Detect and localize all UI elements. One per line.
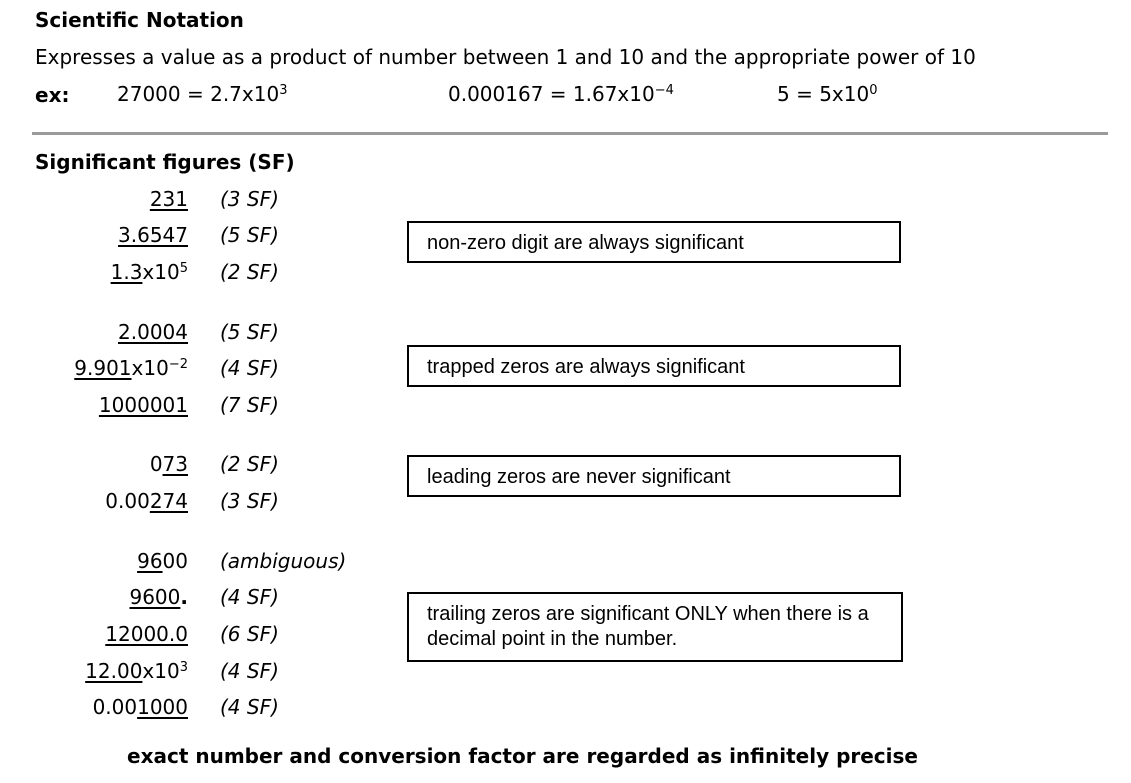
number-trailing: 00 bbox=[162, 549, 188, 573]
sigfig-count: (5 SF) bbox=[220, 320, 279, 344]
number-trailing: x10 bbox=[142, 260, 180, 284]
sigfig-number bbox=[18, 695, 188, 719]
sigfig-number bbox=[18, 659, 188, 683]
number-trailing: x10 bbox=[142, 659, 180, 683]
rule-box-nonzero: non-zero digit are always significant bbox=[407, 221, 901, 263]
example-1 bbox=[117, 82, 287, 106]
sigfig-number bbox=[18, 549, 188, 573]
example-label: ex: bbox=[35, 83, 70, 107]
sigfig-count: (2 SF) bbox=[220, 452, 279, 476]
notation-description: Expresses a value as a product of number between 1 and 10 and the appropriate power of 10 bbox=[35, 45, 976, 69]
number-significant: 231 bbox=[149, 187, 188, 211]
number-significant: 9600 bbox=[129, 585, 181, 609]
example-3 bbox=[777, 82, 878, 106]
number-significant: 96 bbox=[137, 549, 163, 573]
sigfig-count: (ambiguous) bbox=[220, 549, 347, 573]
number-exponent: 5 bbox=[179, 261, 188, 276]
rule-box-trailing-zeros: trailing zeros are significant ONLY when there is a decimal point in the number. bbox=[407, 592, 903, 662]
example-2-exp: −4 bbox=[654, 83, 674, 98]
example-2-base: 0.000167 = 1.67x10 bbox=[448, 82, 655, 106]
number-leading: 0.00 bbox=[105, 489, 150, 513]
number-exponent: 3 bbox=[179, 660, 188, 675]
sigfig-count: (4 SF) bbox=[220, 356, 279, 380]
sigfig-number bbox=[18, 320, 188, 344]
number-significant: 274 bbox=[149, 489, 188, 513]
section-divider bbox=[32, 132, 1108, 135]
sigfig-number bbox=[18, 260, 188, 284]
example-2 bbox=[448, 82, 674, 106]
number-trailing: . bbox=[180, 585, 188, 609]
notation-title: Scientific Notation bbox=[35, 8, 244, 32]
number-significant: 9.901 bbox=[74, 356, 132, 380]
sigfig-count: (4 SF) bbox=[220, 695, 279, 719]
number-significant: 12000.0 bbox=[105, 622, 188, 646]
number-significant: 1000001 bbox=[98, 393, 188, 417]
rule-box-trapped-zeros: trapped zeros are always significant bbox=[407, 345, 901, 387]
sigfig-number bbox=[18, 356, 188, 380]
sigfig-title: Significant figures (SF) bbox=[35, 150, 295, 174]
sigfig-count: (2 SF) bbox=[220, 260, 279, 284]
sigfig-number bbox=[18, 489, 188, 513]
number-significant: 1000 bbox=[137, 695, 188, 719]
sigfig-count: (6 SF) bbox=[220, 622, 279, 646]
number-leading: 0.00 bbox=[92, 695, 138, 719]
sigfig-count: (4 SF) bbox=[220, 659, 279, 683]
sigfig-count: (5 SF) bbox=[220, 223, 279, 247]
sigfig-number bbox=[18, 223, 188, 247]
rule-box-leading-zeros: leading zeros are never significant bbox=[407, 455, 901, 497]
number-significant: 1.3 bbox=[110, 260, 143, 284]
sigfig-count: (4 SF) bbox=[220, 585, 279, 609]
example-1-exp: 3 bbox=[279, 83, 288, 98]
number-significant: 3.6547 bbox=[118, 223, 188, 247]
number-exponent: −2 bbox=[168, 357, 188, 372]
example-3-base: 5 = 5x10 bbox=[777, 82, 870, 106]
sigfig-count: (7 SF) bbox=[220, 393, 279, 417]
sigfig-number bbox=[18, 393, 188, 417]
number-significant: 2.0004 bbox=[118, 320, 188, 344]
sigfig-number bbox=[18, 187, 188, 211]
number-significant: 73 bbox=[162, 452, 188, 476]
number-significant: 12.00 bbox=[85, 659, 143, 683]
number-trailing: x10 bbox=[131, 356, 169, 380]
sigfig-count: (3 SF) bbox=[220, 187, 279, 211]
sigfig-number bbox=[18, 585, 188, 609]
example-1-base: 27000 = 2.7x10 bbox=[117, 82, 280, 106]
example-3-exp: 0 bbox=[869, 83, 878, 98]
footer-note: exact number and conversion factor are regarded as infinitely precise bbox=[127, 744, 918, 768]
sigfig-number bbox=[18, 452, 188, 476]
sigfig-count: (3 SF) bbox=[220, 489, 279, 513]
number-leading: 0 bbox=[149, 452, 163, 476]
sigfig-number bbox=[18, 622, 188, 646]
